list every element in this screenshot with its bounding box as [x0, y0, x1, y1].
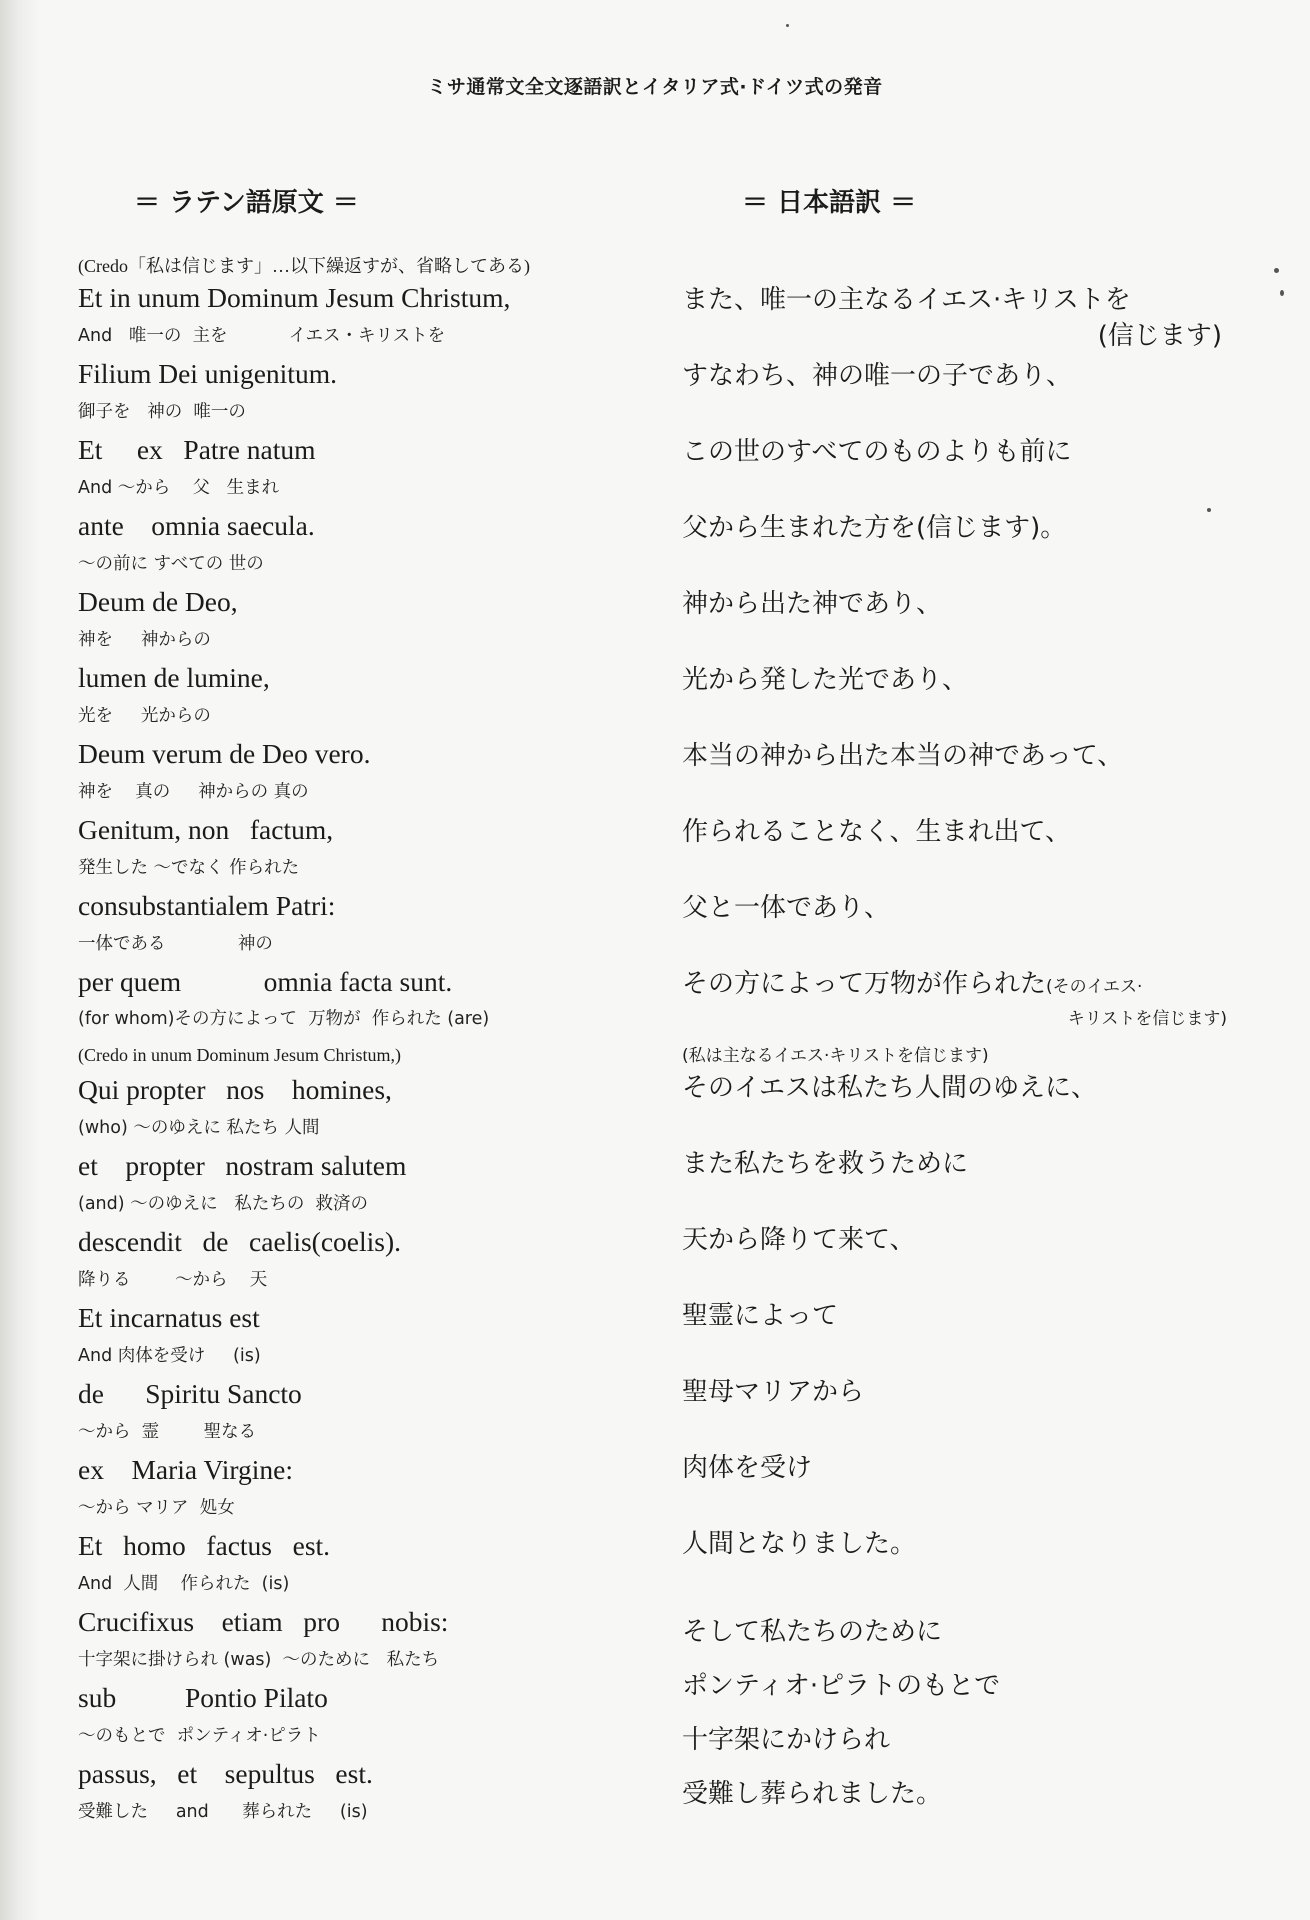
scan-speck [1274, 268, 1279, 273]
latin-gloss: (who) ～のゆえに 私たち 人間 [78, 1118, 320, 1138]
latin-gloss: 神を 真の 神からの 真の [78, 782, 309, 802]
latin-line: Et homo factus est. [78, 1530, 331, 1561]
latin-gloss: 光を 光からの [78, 706, 211, 726]
latin-line: Genitum, non factum, [78, 814, 334, 845]
japanese-note: (私は主なるイエス·キリストを信じます) [682, 1046, 989, 1066]
latin-line: et propter nostram salutem [78, 1150, 407, 1181]
page-title: ミサ通常文全文逐語訳とイタリア式·ドイツ式の発音 [427, 76, 883, 98]
japanese-line: (信じます) [1097, 321, 1222, 351]
latin-line: lumen de lumine, [78, 662, 270, 693]
credo-repeat-note: (Credo in unum Dominum Jesum Christum,) [78, 1045, 401, 1065]
japanese-line: 神から出た神であり、 [682, 589, 943, 619]
latin-column [78, 252, 638, 1832]
japanese-line: また、唯一の主なるイエス·キリストを [682, 285, 1131, 315]
japanese-line: 聖霊によって [682, 1301, 839, 1331]
latin-gloss: ～のもとで ポンティオ·ピラト [78, 1726, 321, 1746]
latin-line: sub Pontio Pilato [78, 1682, 328, 1713]
latin-gloss: 御子を 神の 唯一の [78, 402, 246, 422]
japanese-line: そして私たちのために [682, 1617, 943, 1647]
latin-gloss: 神を 神からの [78, 630, 211, 650]
latin-gloss: And ～から 父 生まれ [78, 478, 280, 498]
latin-line: de Spiritu Sancto [78, 1378, 302, 1409]
latin-gloss: ～から 霊 聖なる [78, 1422, 257, 1442]
latin-gloss: And 唯一の 主を イエス・キリストを [78, 326, 446, 346]
japanese-line: 作られることなく、生まれ出て、 [682, 817, 1071, 847]
latin-gloss: 一体である 神の [78, 934, 273, 954]
latin-line: Filium Dei unigenitum. [78, 358, 337, 389]
latin-line: passus, et sepultus est. [78, 1758, 373, 1789]
latin-line: Et ex Patre natum [78, 434, 316, 465]
scan-speck [1280, 290, 1284, 296]
latin-line: Et in unum Dominum Jesum Christum, [78, 282, 511, 313]
japanese-line: 受難し葬られました。 [682, 1779, 943, 1809]
latin-line: consubstantialem Patri: [78, 890, 336, 921]
japanese-column [682, 282, 1242, 1830]
japanese-line: 父と一体であり、 [682, 893, 891, 923]
japanese-line: ポンティオ·ピラトのもとで [682, 1671, 1001, 1701]
japanese-line [682, 966, 1242, 1002]
japanese-line: 人間となりました。 [682, 1529, 917, 1559]
latin-line: Crucifixus etiam pro nobis: [78, 1606, 449, 1637]
scan-speck [786, 24, 789, 27]
latin-line: Et incarnatus est [78, 1302, 260, 1333]
japanese-line: 本当の神から出た本当の神であって、 [682, 741, 1124, 771]
latin-line: ex Maria Virgine: [78, 1454, 293, 1485]
latin-gloss: ～から マリア 処女 [78, 1498, 235, 1518]
japanese-line: そのイエスは私たち人間のゆえに、 [682, 1073, 1097, 1103]
latin-line: Deum verum de Deo vero. [78, 738, 371, 769]
japanese-line: 十字架にかけられ [682, 1725, 891, 1755]
japanese-line-main: その方によって万物が作られた [682, 969, 1047, 999]
japanese-line: 父から生まれた方を(信じます)。 [682, 513, 1067, 543]
japanese-line: 聖母マリアから [682, 1377, 865, 1407]
latin-gloss: And 肉体を受け (is) [78, 1346, 261, 1366]
latin-gloss: 降りる ～から 天 [78, 1270, 268, 1290]
japanese-line: 光から発した光であり、 [682, 665, 969, 695]
latin-line: per quem omnia facta sunt. [78, 966, 453, 997]
latin-gloss: 受難した and 葬られた (is) [78, 1802, 368, 1822]
japanese-line-aside: キリストを信じます) [1067, 1009, 1227, 1029]
japanese-line: この世のすべてのものよりも前に [682, 437, 1072, 467]
latin-gloss: (and) ～のゆえに 私たちの 救済の [78, 1194, 368, 1214]
latin-line: descendit de caelis(coelis). [78, 1226, 401, 1257]
japanese-line-aside: (そのイエス· [1046, 977, 1143, 997]
latin-line: Deum de Deo, [78, 586, 238, 617]
latin-gloss: 十字架に掛けられ (was) ～のために 私たち [78, 1650, 440, 1670]
latin-gloss: And 人間 作られた (is) [78, 1574, 290, 1594]
latin-line: ante omnia saecula. [78, 510, 315, 541]
latin-gloss: (for whom)その方によって 万物が 作られた (are) [78, 1009, 490, 1029]
japanese-line: 天から降りて来て、 [682, 1225, 916, 1255]
japanese-line: すなわち、神の唯一の子であり、 [682, 361, 1073, 391]
japanese-line: また私たちを救うために [682, 1149, 969, 1179]
japanese-line: 肉体を受け [682, 1453, 813, 1483]
credo-note: (Credo「私は信じます」…以下繰返すが、省略してある) [78, 256, 530, 276]
japanese-column-heading: ＝ 日本語訳 ＝ [742, 188, 917, 218]
scan-edge-shadow [0, 0, 40, 1920]
latin-gloss: ～の前に すべての 世の [78, 554, 264, 574]
latin-line: Qui propter nos homines, [78, 1074, 392, 1105]
latin-gloss: 発生した ～でなく 作られた [78, 858, 300, 878]
latin-column-heading: ＝ ラテン語原文 ＝ [134, 188, 359, 218]
